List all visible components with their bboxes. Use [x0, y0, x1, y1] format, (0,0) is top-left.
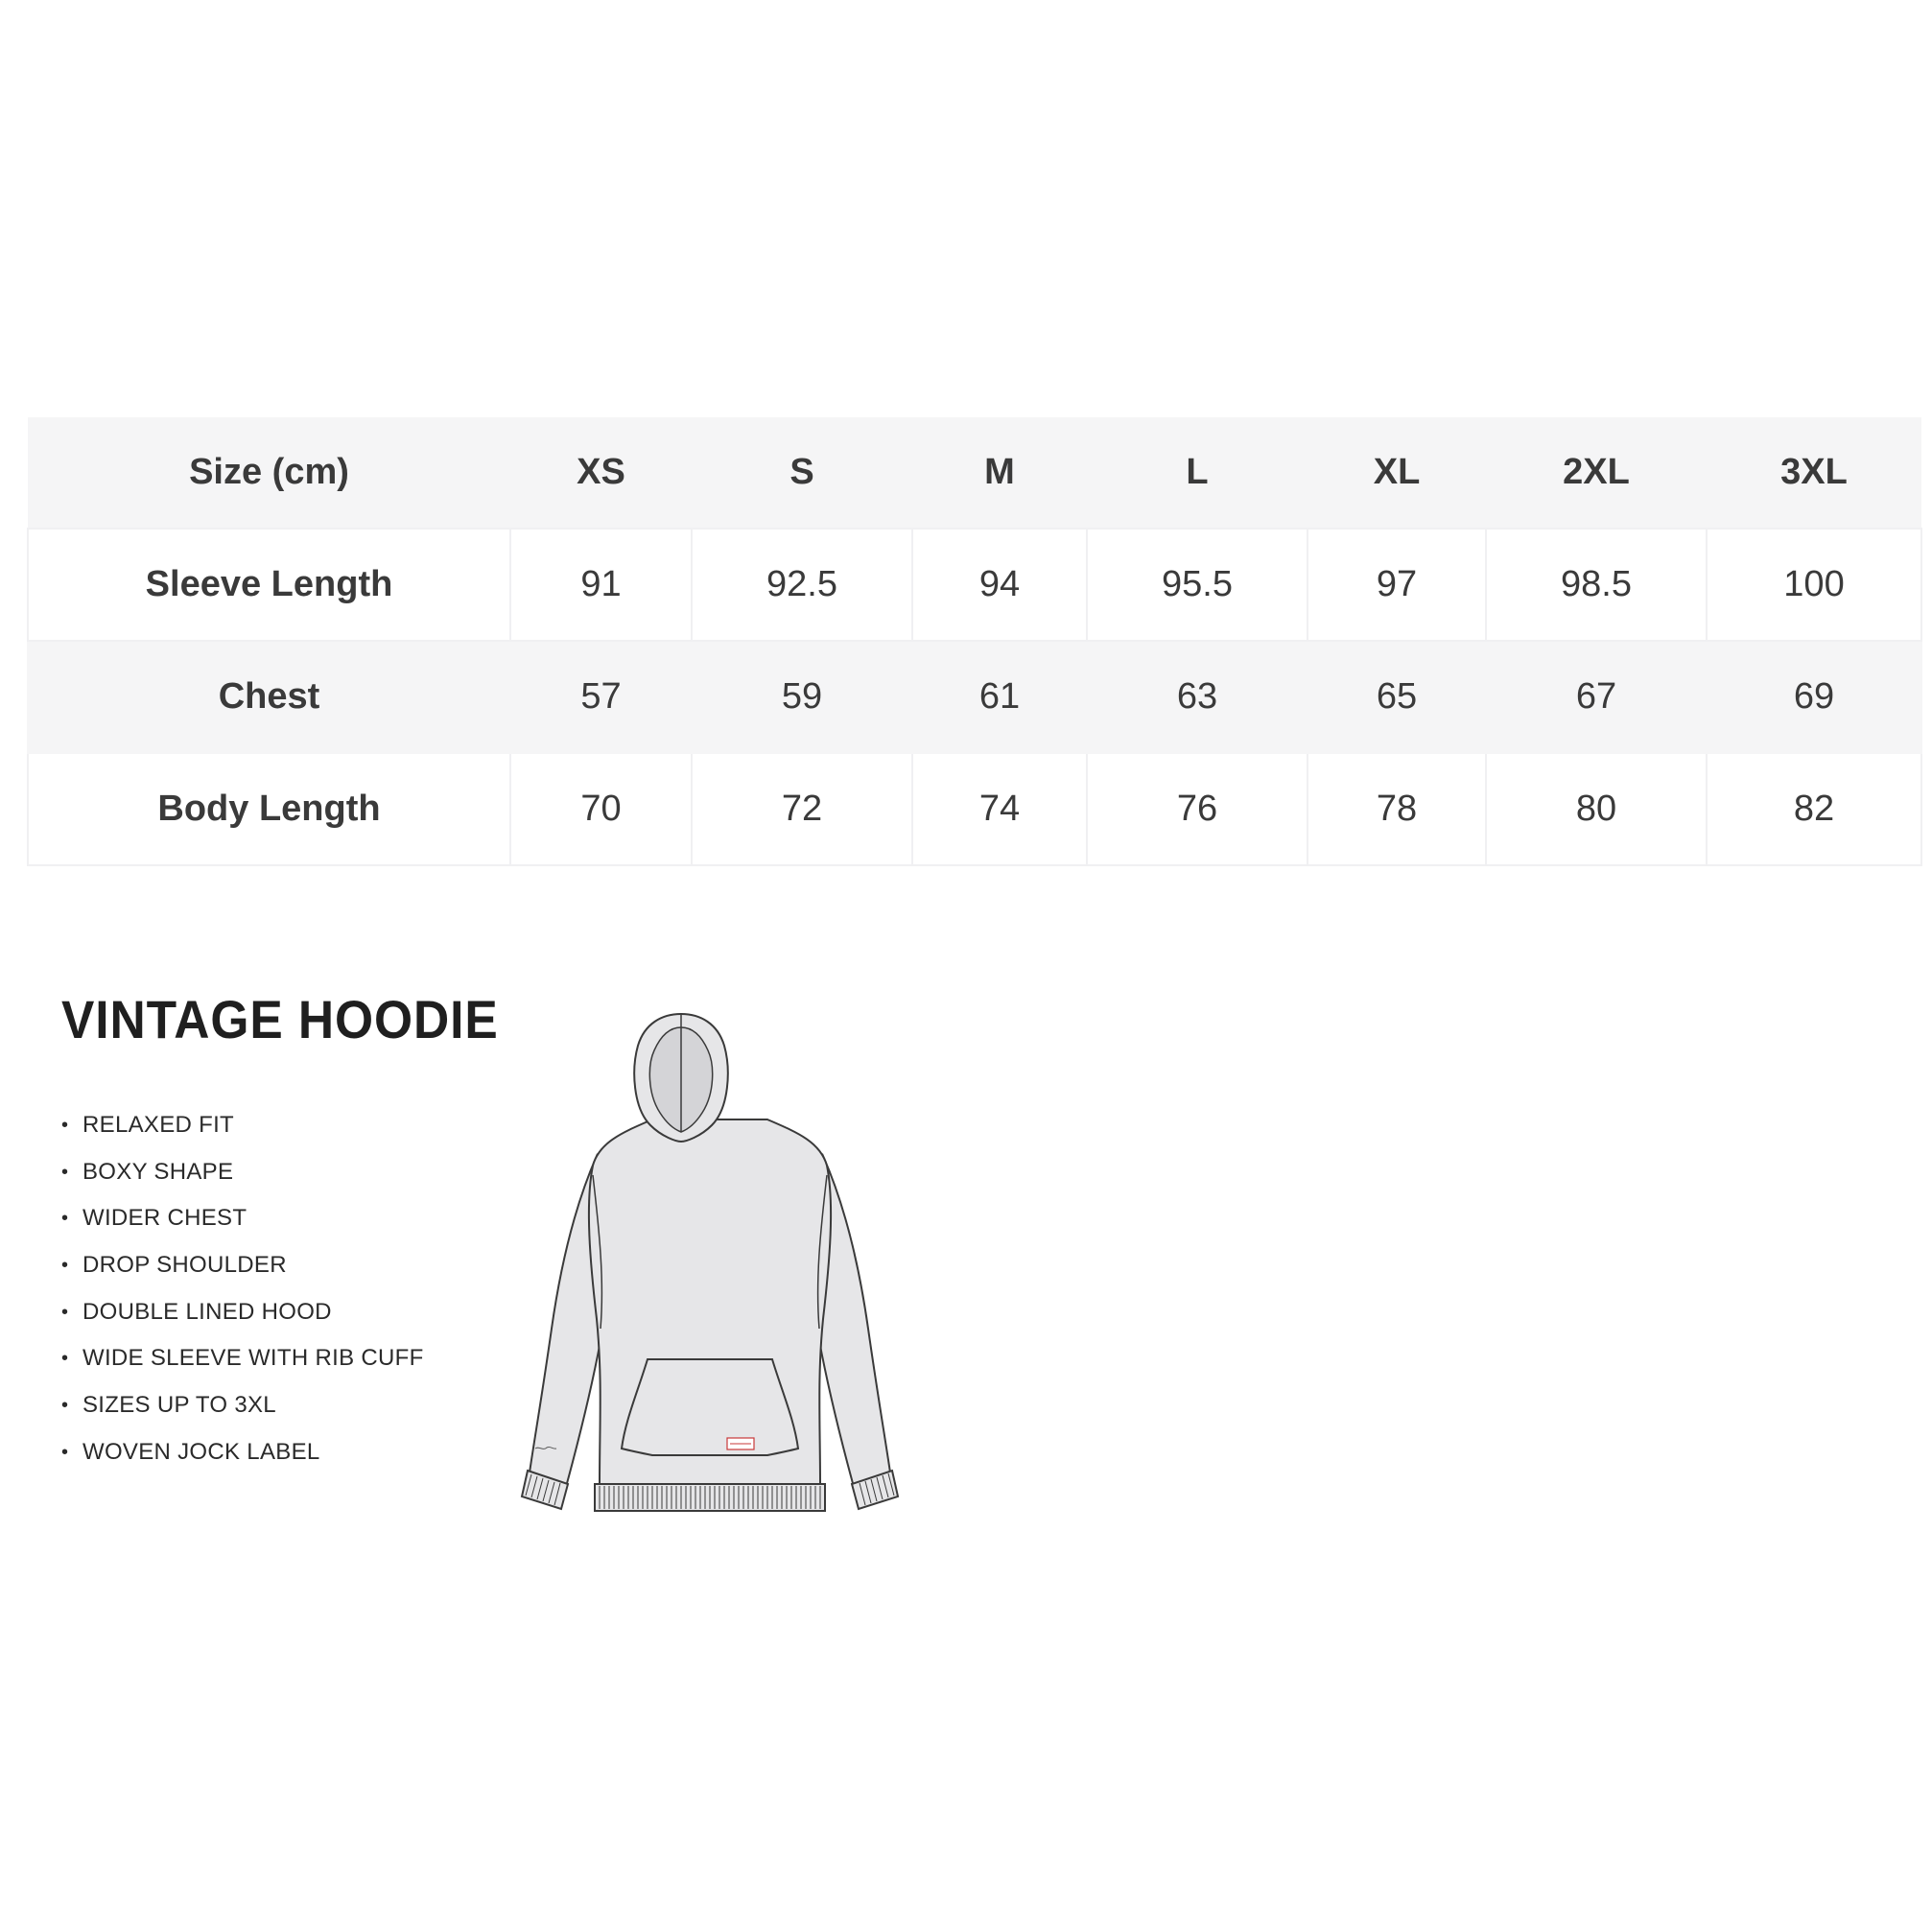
table-cell: 63 [1087, 641, 1308, 753]
waistband-ribbing [595, 1484, 825, 1511]
size-m: M [984, 452, 1015, 492]
feature-list [61, 1113, 424, 1487]
list-item [61, 1440, 424, 1487]
bullet-icon: • [61, 1255, 69, 1277]
bullet-icon: • [61, 1115, 69, 1136]
feature-text: RELAXED FIT [82, 1112, 234, 1138]
size-l: L [1186, 452, 1209, 492]
bullet-icon: • [61, 1348, 69, 1370]
list-item [61, 1346, 424, 1393]
feature-text: DOUBLE LINED HOOD [82, 1298, 332, 1325]
size-header-row [28, 417, 1921, 529]
table-cell: 95.5 [1087, 529, 1308, 641]
size-3xl: 3XL [1780, 452, 1848, 492]
bullet-icon: • [61, 1208, 69, 1230]
hoodie-illustration [508, 1012, 911, 1530]
size-xl: XL [1373, 452, 1421, 492]
table-cell: 65 [1308, 641, 1486, 753]
size-chart-table [27, 417, 1922, 866]
list-item [61, 1160, 424, 1207]
table-cell: 59 [692, 641, 912, 753]
feature-text: WIDE SLEEVE WITH RIB CUFF [82, 1345, 424, 1372]
bullet-icon: • [61, 1395, 69, 1417]
table-row-chest [28, 641, 1921, 753]
list-item [61, 1253, 424, 1300]
table-cell: 80 [1486, 753, 1707, 865]
table-cell: 74 [912, 753, 1087, 865]
list-item [61, 1300, 424, 1347]
row-label: Chest [28, 641, 510, 753]
table-cell: 67 [1486, 641, 1707, 753]
size-header-label: Size (cm) [189, 452, 349, 492]
feature-text: WIDER CHEST [82, 1205, 247, 1232]
size-xs: XS [577, 452, 625, 492]
table-cell: 100 [1707, 529, 1921, 641]
bullet-icon: • [61, 1161, 69, 1183]
table-cell: 76 [1087, 753, 1308, 865]
product-title: VINTAGE HOODIE [61, 989, 499, 1049]
size-2xl: 2XL [1563, 452, 1630, 492]
bullet-icon: • [61, 1301, 69, 1323]
table-cell: 97 [1308, 529, 1486, 641]
table-cell: 91 [510, 529, 692, 641]
list-item [61, 1206, 424, 1253]
size-s: S [789, 452, 814, 492]
feature-text: DROP SHOULDER [82, 1252, 287, 1279]
woven-jock-label-icon [727, 1438, 754, 1449]
table-row-sleeve-length [28, 529, 1921, 641]
table-cell: 70 [510, 753, 692, 865]
table-cell: 69 [1707, 641, 1921, 753]
table-cell: 92.5 [692, 529, 912, 641]
table-cell: 82 [1707, 753, 1921, 865]
table-cell: 61 [912, 641, 1087, 753]
row-label: Sleeve Length [28, 529, 510, 641]
list-item [61, 1113, 424, 1160]
list-item [61, 1393, 424, 1440]
feature-text: WOVEN JOCK LABEL [82, 1438, 320, 1465]
table-cell: 98.5 [1486, 529, 1707, 641]
bullet-icon: • [61, 1441, 69, 1463]
hoodie-pocket [622, 1359, 798, 1455]
row-label: Body Length [28, 753, 510, 865]
table-cell: 57 [510, 641, 692, 753]
feature-text: BOXY SHAPE [82, 1158, 234, 1185]
feature-text: SIZES UP TO 3XL [82, 1392, 276, 1419]
table-cell: 72 [692, 753, 912, 865]
table-row-body-length [28, 753, 1921, 865]
hoodie-hood [634, 1014, 727, 1142]
table-cell: 94 [912, 529, 1087, 641]
table-cell: 78 [1308, 753, 1486, 865]
